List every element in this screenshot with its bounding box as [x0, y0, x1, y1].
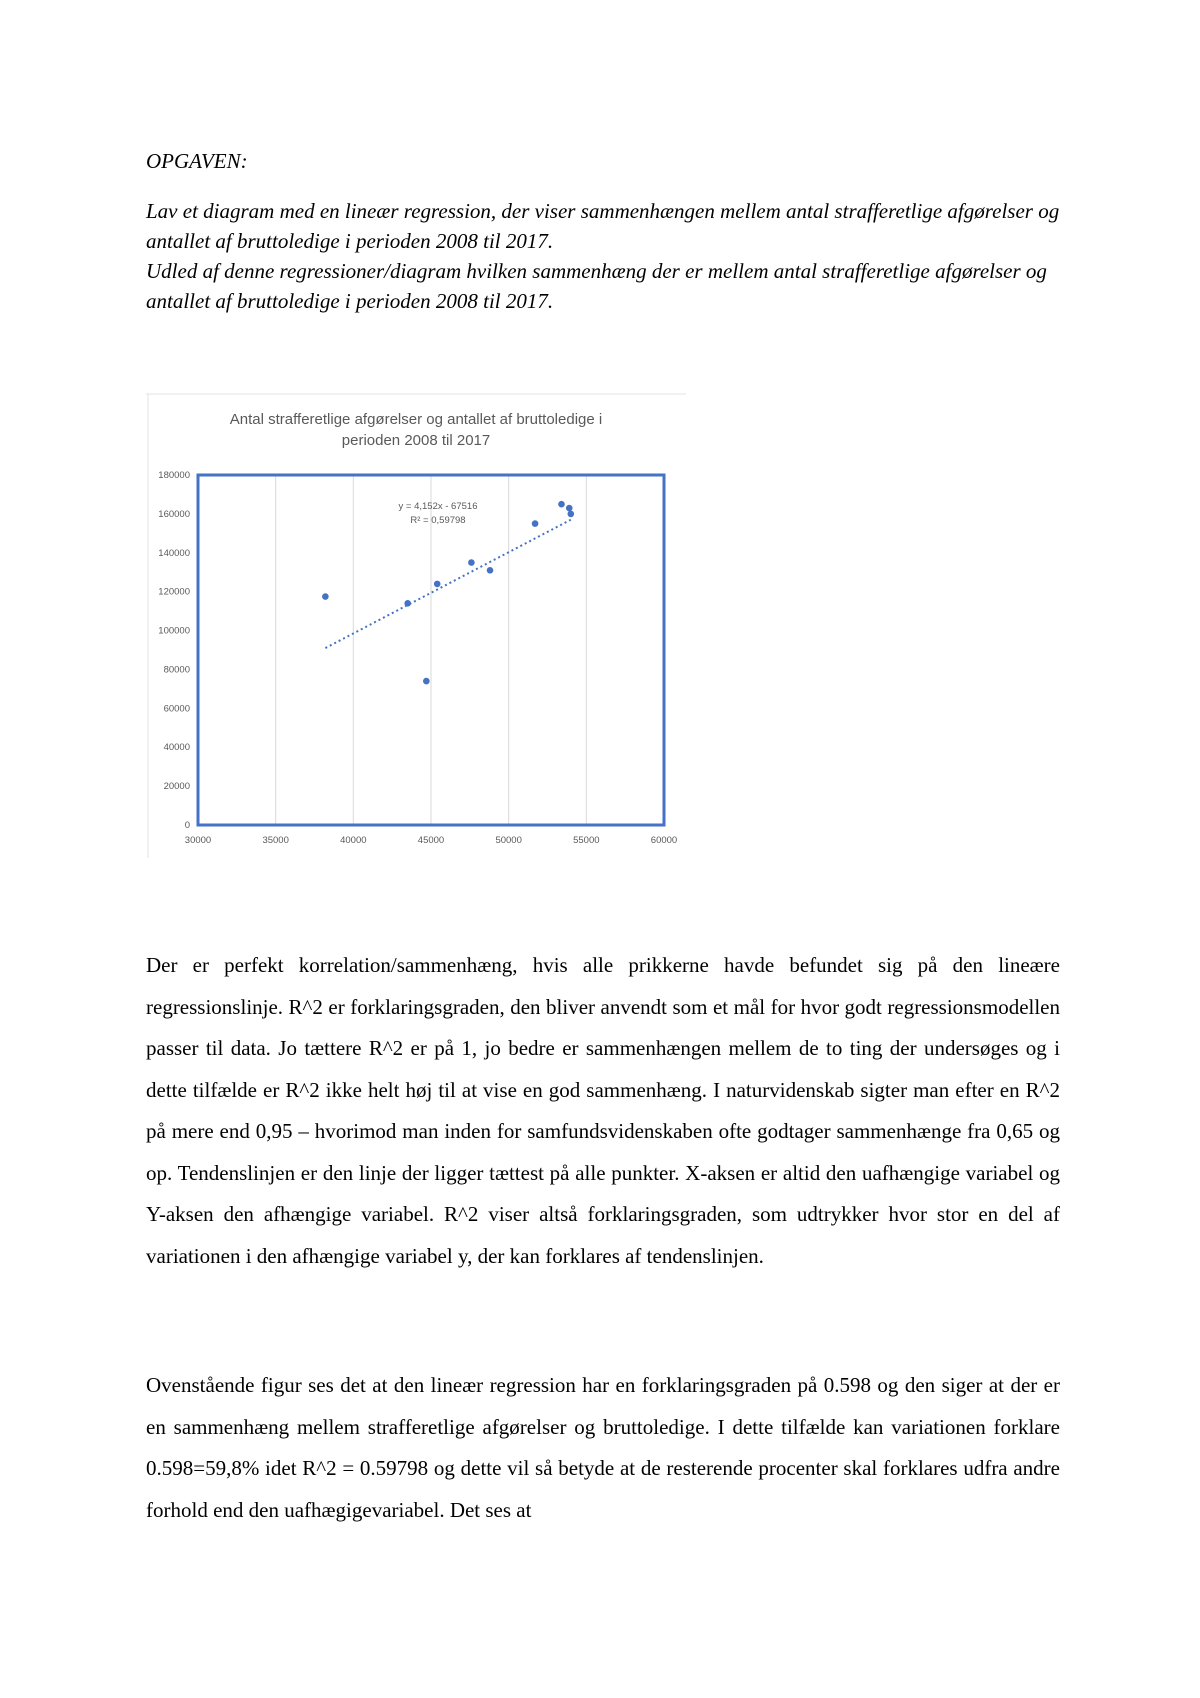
chart-title-line-1: Antal strafferetlige afgørelser og antallet af bruttoledige i [229, 411, 603, 428]
paragraph-correlation: Der er perfekt korrelation/sammenhæng, hvis alle prikkerne havde befundet sig på den lineære regressionslinje. R^2 er forklaringsgraden, den bliver anvendt som et mål for hvor godt regressionsmodellen passer til data. Jo tættere R^2 er på 1, jo bedre er sammenhængen mellem de to ting der undersøges og i dette tilfælde er R^2 ikke helt høj til at vise en god sammenhæng. I naturvidenskab sigter man efter en R^2 på mere end 0,95 – hvorimod man inden for samfundsvidenskaben ofte godtager sammenhænge fra 0,65 og op. Tendenslinjen er den linje der ligger tættest på alle punkter. X-aksen er altid den uafhængige variabel og Y-aksen den afhængige variabel. R^2 viser altså forklaringsgraden, som udtrykker hvor stor en del af variationen i den afhængige variabel y, der kan forklares af tendenslinjen. [146, 953, 1060, 1268]
x-tick-label: 45000 [417, 835, 445, 846]
data-point [404, 600, 411, 607]
x-axis-ticks [185, 835, 677, 846]
data-points [322, 501, 574, 685]
data-point [423, 678, 430, 685]
trendline-equation: y = 4,152x - 67516 [398, 501, 478, 512]
data-point [468, 559, 475, 566]
trendline [325, 520, 570, 648]
data-point [322, 593, 329, 600]
x-tick-label: 50000 [495, 835, 522, 846]
x-tick-label: 55000 [573, 835, 600, 846]
task-line-1: Lav et diagram med en lineær regression, der viser sammenhængen mellem antal strafferetlige afgørelser og antallet af bruttoledige i perioden 2008 til 2017. [146, 199, 1060, 253]
x-tick-label: 60000 [650, 835, 678, 846]
chart-title-line-2: perioden 2008 til 2017 [341, 432, 491, 449]
heading: OPGAVEN: [146, 149, 248, 173]
y-tick-label: 140000 [158, 547, 190, 559]
data-point [487, 567, 494, 574]
scatter-chart [146, 392, 686, 858]
paragraph-interpretation: Ovenstående figur ses det at den lineær regression har en forklaringsgraden på 0.598 og den siger at der er en sammenhæng mellem strafferetlige afgørelser og bruttoledige. I dette tilfælde kan variationen forklare 0.598=59,8% idet R^2 = 0.59798 og dette vil så betyde at de resterende procenter skal forklares udfra andre forhold end den uafhægigevariabel. Det ses at [146, 1373, 1060, 1522]
data-point [434, 581, 441, 588]
r-squared-label: R² = 0,59798 [410, 515, 466, 526]
y-tick-label: 180000 [158, 470, 190, 481]
y-tick-label: 20000 [163, 781, 190, 793]
y-tick-label: 100000 [158, 625, 190, 637]
trendline-layer [325, 520, 570, 648]
y-tick-label: 120000 [158, 586, 190, 598]
y-axis-ticks [158, 470, 190, 831]
grid-lines [198, 475, 664, 825]
y-tick-label: 80000 [163, 664, 190, 676]
data-point [558, 501, 565, 508]
y-tick-label: 40000 [163, 742, 190, 754]
data-point [568, 511, 575, 518]
task-description [146, 196, 1066, 316]
y-tick-label: 160000 [158, 508, 190, 520]
chart-svg [146, 392, 686, 858]
x-tick-label: 35000 [262, 835, 289, 846]
chart-title [230, 411, 602, 449]
task-line-2: Udled af denne regressioner/diagram hvilken sammenhæng der er mellem antal strafferetlige afgørelser og antallet af bruttoledige i perioden 2008 til 2017. [146, 259, 1047, 313]
x-tick-label: 40000 [340, 835, 367, 846]
data-point [532, 520, 539, 527]
data-point [566, 505, 573, 512]
x-tick-label: 30000 [184, 835, 212, 846]
y-tick-label: 0 [184, 820, 190, 831]
y-tick-label: 60000 [163, 703, 190, 715]
